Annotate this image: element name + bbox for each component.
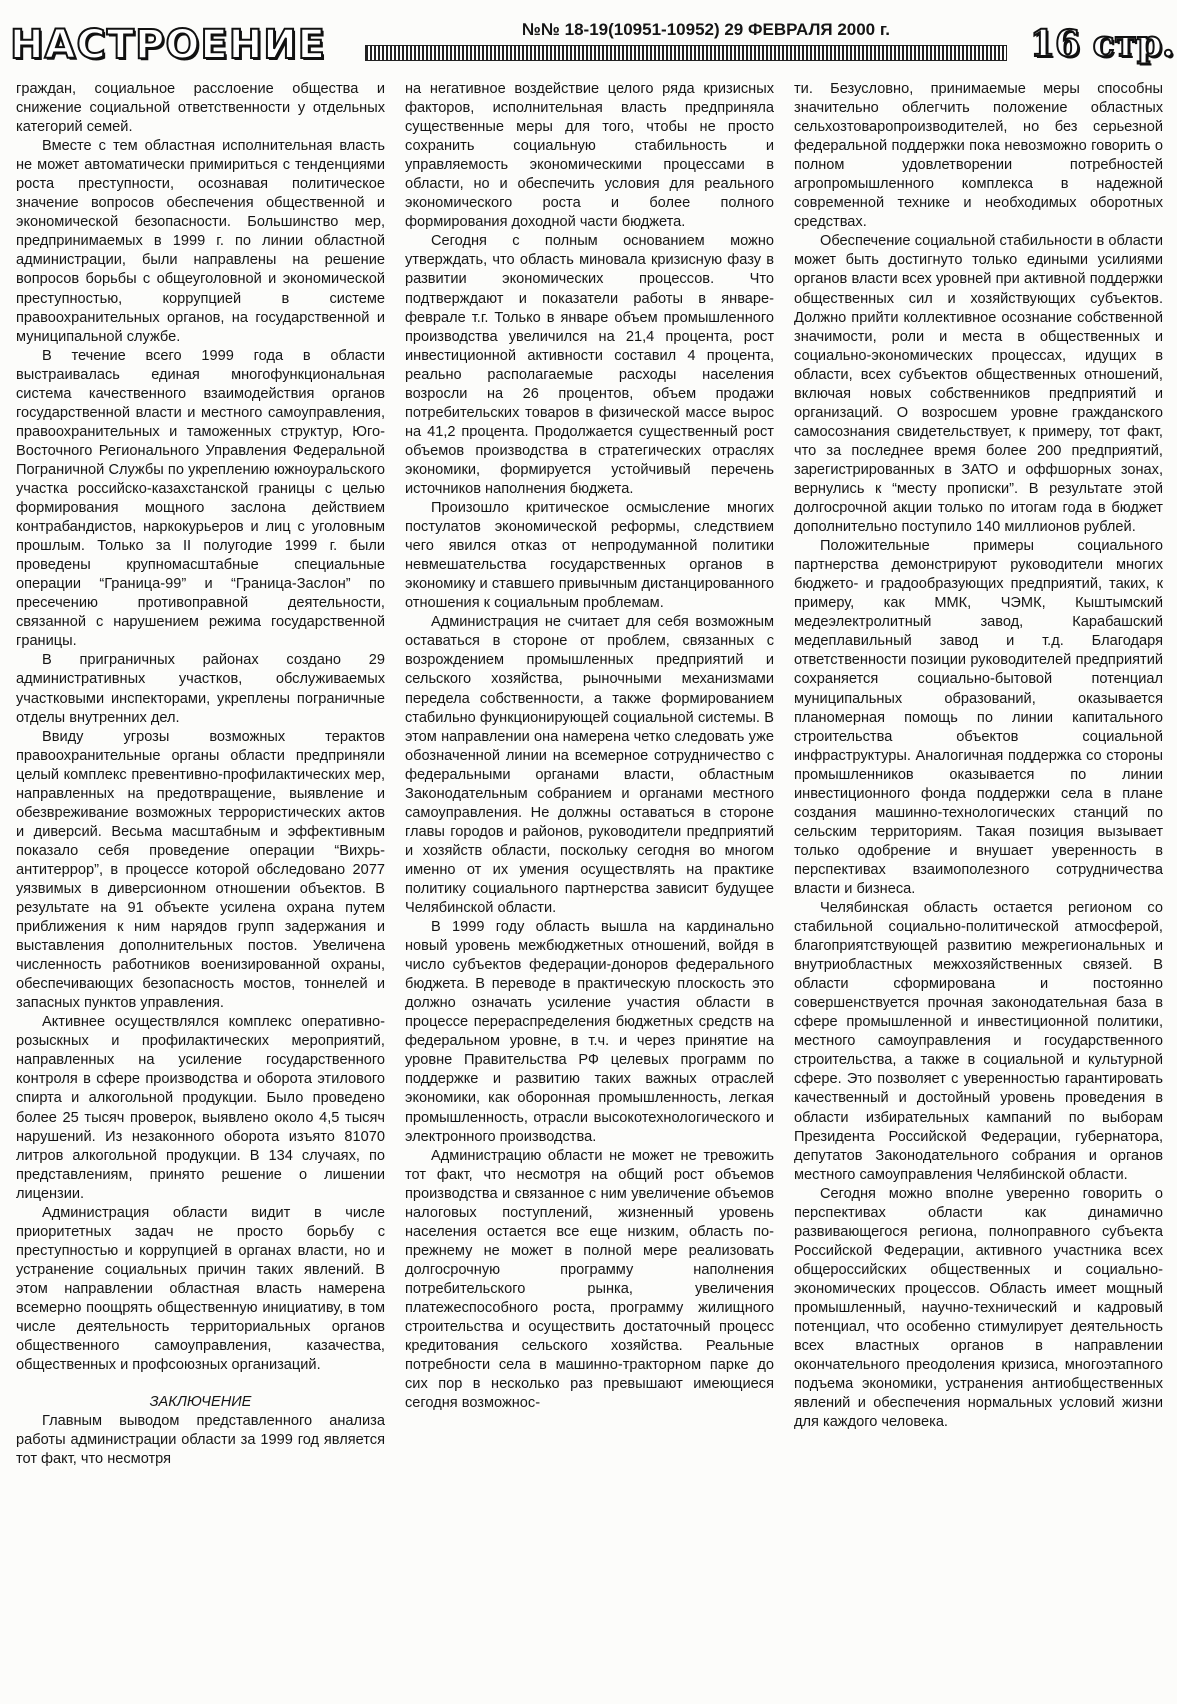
section-title: НАСТРОЕНИЕ — [10, 22, 326, 68]
paragraph: Активнее осуществлялся комплекс оперативно-розыскных и профилактических мероприятий, направленных на усиление государственного контроля в сфере производства и оборота этилового спирта и алкогольной продукции. Было проведено более 25 тысяч проверок, выявлено около 4,5 тысяч нарушений. Из незаконного оборота изъято 81070 литров алкогольной продукции. В 134 случаях, по представлениям, принято решение о лишении лицензии. — [16, 1014, 385, 1202]
paragraph: Администрацию области не может не тревожить тот факт, что несмотря на общий рост объемов производства и связанное с ним увеличение объемов налоговых поступлений, жизненный уровень населения остается все еще низким, область по-прежнему не может в полной мере реализовать долгосрочную программу наполнения потребительского рынка, увеличения платежеспособного роста, программу жилищного строительства и осуществить достаточный процесс кредитования сельского хозяйства. Реальные потребности села в машинно-тракторном парке до сих пор в несколько раз превышают имеющиеся сегодня возможнос- — [405, 1147, 774, 1412]
paragraph: Сегодня можно вполне уверенно говорить о перспективах области как динамично развивающегося региона, полноправного субъекта Российской Федерации, активного участника всех общероссийских общественных и социально-экономических процессов. Область имеет мощный промышленный, научно-технический и кадровый потенциал, что особенно стимулирует деятельность всех властных органов в направлении окончательного преодоления кризиса, многоэтапного подъема экономики, устранения антиобщественных явлений и обеспечения нормальных условий жизни для каждого человека. — [794, 1185, 1163, 1431]
paragraph: Вместе с тем областная исполнительная власть не может автоматически примириться с тенденциями роста преступности, осознавая политическое значение вопросов обеспечения общественной и экономической безопасности. Большинство мер, предпринимаемых в 1999 г. по линии областной администрации, были направлены на решение вопросов борьбы с общеуголовной и экономической преступностью, коррупцией в системе правоохранительных органов, на государственной и муниципальной службе. — [16, 138, 385, 345]
paragraph-continued: ти. Безусловно, принимаемые меры способны значительно облегчить положение областных сельхозтоваропроизводителей, но без серьезной федеральной поддержки пока невозможно говорить о полном удовлетворении потребностей агропромышленного комплекса в надежной современной технике и необходимых оборотных средствах. — [794, 81, 1163, 231]
paragraph: В приграничных районах создано 29 административных участков, обслуживаемых участковыми инспекторами, укреплены пограничные отделы внутренних дел. — [16, 652, 385, 726]
column-1 — [16, 80, 385, 1688]
column-3 — [794, 80, 1163, 1688]
masthead — [0, 0, 1177, 80]
paragraph: Ввиду угрозы возможных терактов правоохранительные органы области предприняли целый комплекс превентивно-профилактических мер, направленных на предотвращение, выявление и обезвреживание возможных террористических актов и диверсий. Весьма масштабным и эффективным показало себя проведение операции “Вихрь-антитеррор”, в процессе которой обследовано 2077 уязвимых в диверсионном отношении объектов. В результате на 91 объекте усилена охрана путем приближения к ним нарядов групп задержания и выставления дополнительных постов. Увеличена численность работников военизированной охраны, обеспечивающих безопасность мостов, тоннелей и запасных пунктов управления. — [16, 728, 385, 1012]
paragraph: Главным выводом представленного анализа работы администрации области за 1999 год является тот факт, что несмотря — [16, 1413, 385, 1468]
paragraph: В течение всего 1999 года в области выстраивалась единая многофункциональная система качественного взаимодействия органов государственной власти и местного самоуправления, правоохранительных и таможенных структур, Юго-Восточного Регионального Управления Федеральной Пограничной Службы по укреплению южноуральского участка российско-казахстанской границы с целью формирования мощного заслона действием контрабандистов, наркокурьеров и лиц с уголовным прошлым. Только за II полугодие 1999 г. были проведены крупномасштабные специальные операции “Граница-99” и “Граница-Заслон” по пресечению противоправной деятельности, связанной с нарушением режима государственной границы. — [16, 347, 385, 650]
issue-info: №№ 18-19(10951-10952) 29 ФЕВРАЛЯ 2000 г. — [522, 20, 890, 39]
paragraph: Сегодня с полным основанием можно утверждать, что область миновала кризисную фазу в развитии экономических процессов. Что подтверждают и показатели работы в январе-феврале т.г. Только в январе объем промышленного производства увеличился на 21,4 процента, рост инвестиционной активности составил 4 процента, реально располагаемые расходы населения возросли на 26 процентов, объем продажи потребительских товаров в физической массе вырос на 41,2 процента. Продолжается существенный рост объемов производства в стратегических отраслях экономики, формируется устойчивый перечень источников наполнения бюджета. — [405, 233, 774, 497]
paragraph: Администрация области видит в числе приоритетных задач не просто борьбу с преступностью и коррупцией в органах власти, но и устранение социальных причин таких явлений. В этом направлении областная власть намерена всемерно поощрять общественную инициативу, в том числе деятельность территориальных органов общественного самоуправления, казачества, общественных и профсоюзных организаций. — [16, 1204, 385, 1374]
paragraph: Положительные примеры социального партнерства демонстрируют руководители многих бюджето- и градообразующих предприятий, таких, к примеру, как ММК, ЧЭМК, Кыштымский медеэлектролитный завод, Карабашский медеплавильный завод и т.д. Благодаря ответственности позиции руководителей предприятий сохраняется социально-бытовой потенциал муниципальных образований, оказывается планомерная помощь по линии капитального строительства объектов социальной инфраструктуры. Аналогичная поддержка со стороны промышленников оказывается по линии инвестиционного фонда поддержки села в плане создания машинно-технологических станций по сельским территориям. Такая позиция вызывает только одобрение и внушает уверенность в перспективах взаимополезного сотрудничества власти и бизнеса. — [794, 538, 1163, 897]
page-number: 16 стр. — [1030, 23, 1175, 65]
paragraph: Произошло критическое осмысление многих постулатов экономической реформы, следствием чего явился отказ от непродуманной политики невмешательства государственных органов в экономику и ставшего привычным дистанцированного отношения к социальным проблемам. — [405, 500, 774, 612]
paragraph: Челябинская область остается регионом со стабильной социально-политической атмосферой, благоприятствующей развитию межрегиональных и внутриобластных межхозяйственных связей. В области сформирована и постоянно совершенствуется прочная законодательная база в сфере промышленной и инвестиционной политики, местного самоуправления и государственного строительства, а также в социальной и культурной сфере. Это позволяет с уверенностью гарантировать качественный и достойный уровень проведения в области избирательных кампаний по выборам Президента Российской Федерации, губернатора, депутатов Законодательного собрания и органов местного самоуправления Челябинской области. — [794, 900, 1163, 1183]
paragraph-continued: граждан, социальное расслоение общества и снижение социальной ответственности у отдельных категорий семей. — [16, 81, 385, 136]
paragraph: Администрация не считает для себя возможным оставаться в стороне от проблем, связанных с возрождением промышленных предприятий и сельского хозяйства, рыночными механизмами передела собственности, а также формированием стабильно функционирующей социальной системы. В этом направлении она намерена четко следовать уже обозначенной линии на всемерное сотрудничество с федеральными органами власти, областным Законодательным собранием и органами местного самоуправления. Не должны оставаться в стороне главы городов и районов, руководители предприятий и хозяйств области, поскольку сегодня во многом именно от их умения осуществлять на практике политику социального партнерства зависит будущее Челябинской области. — [405, 614, 774, 917]
paragraph: Обеспечение социальной стабильности в области может быть достигнуто только едиными усилиями органов власти всех уровней при активной поддержки общественных сил и хозяйствующих субъектов. Должно прийти коллективное осознание собственной значимости, роли и места в общественных и социально-экономических процессах, идущих в области, всех субъектов общественных отношений, включая новых собственников предприятий и организаций. О возросшем уровне гражданского самосознания свидетельствует, к примеру, тот факт, что за последнее время более 200 предприятий, зарегистрированных в ЗАТО и оффшорных зонах, вернулись к “месту прописки”. В результате этой долгосрочной акции только по итогам года в бюджет дополнительно поступило 140 миллионов рублей. — [794, 233, 1163, 536]
section-heading: ЗАКЛЮЧЕНИЕ — [149, 1394, 252, 1411]
column-2 — [405, 80, 774, 1688]
paragraph-continued: на негативное воздействие целого ряда кризисных факторов, исполнительная власть предприняла существенные меры для того, чтобы не просто сохранить социальную стабильность и управляемость экономическими процессами в области, но и обеспечить условия для реального экономического роста и более полного формирования доходной части бюджета. — [405, 81, 774, 231]
article-columns — [16, 80, 1164, 1688]
paragraph: В 1999 году область вышла на кардинально новый уровень межбюджетных отношений, войдя в число субъектов федерации-доноров федерального бюджета. В переводе в практическую плоскость это должно означать усиление участия области в процессе перераспределения бюджетных средств на федеральном уровне, в т.ч. и через принятие на уровне Правительства РФ целевых программ по поддержке и развитию таких важных отраслей экономики, как оборонная промышленность, легкая промышленность, отрасли высокотехнологического и электронного производства. — [405, 919, 774, 1145]
hatched-rule — [365, 45, 1007, 61]
